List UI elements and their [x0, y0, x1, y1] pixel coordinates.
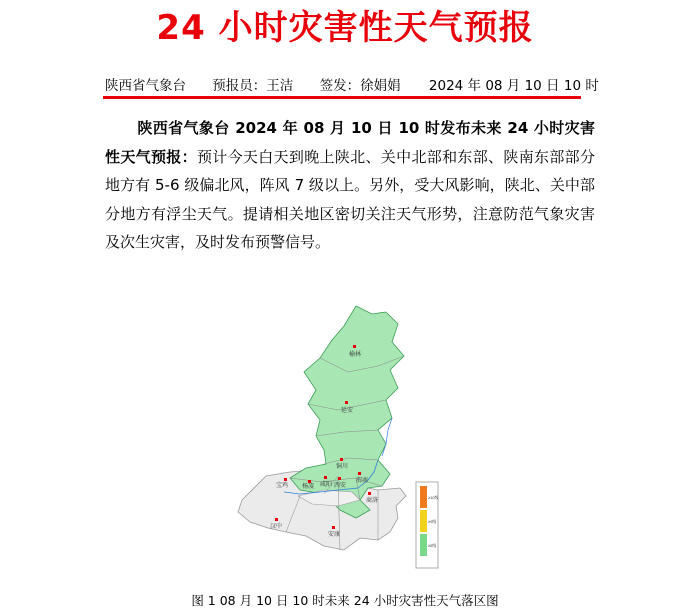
city-dot-yangling: [308, 480, 311, 483]
city-label-weinan: 渭南: [356, 478, 369, 484]
map-legend: [416, 482, 439, 568]
city-label-yulin: 榆林: [349, 352, 362, 358]
legend-label-5: ≥5级: [428, 543, 437, 548]
issue-datetime: 2024 年 08 月 10 日 10 时: [428, 78, 599, 94]
city-label-xianyang: 咸阳: [320, 482, 333, 488]
city-label-tongchuan: 铜川: [336, 464, 349, 470]
bulletin-text: 预计今天白天到晚上陕北、关中北部和东部、陕南东部部分地方有 5-6 级偏北风，阵风 7 级以上。另外，受大风影响，陕北、关中部分地方有浮尘天气。提请相关地区密切关注天气形势，注意防范气象灾害及次生灾害，及时发布预警信号。: [105, 147, 595, 251]
city-label-yangling: 杨凌: [302, 484, 315, 490]
legend-swatch-green: [420, 534, 427, 556]
agency-name: 陕西省气象台: [105, 78, 186, 94]
city-label-ankang: 安康: [328, 532, 341, 538]
city-dot-yulin: [353, 345, 356, 348]
bulletin-body: [105, 114, 595, 257]
forecaster-name: 预报员：王洁: [212, 78, 294, 94]
city-dot-ankang: [332, 526, 335, 529]
legend-label-10: ≥10级: [428, 495, 439, 500]
city-dot-xian: [338, 477, 341, 480]
city-dot-tongchuan: [340, 458, 343, 461]
bulletin-meta: [105, 76, 599, 96]
city-label-xian: 西安: [334, 483, 347, 489]
city-dot-baoji: [284, 478, 287, 481]
header-divider: [103, 96, 581, 99]
forecast-map: [228, 300, 478, 580]
signer-name: 签发：徐娟娟: [319, 78, 401, 94]
legend-swatch-yellow: [420, 510, 427, 532]
legend-swatch-orange: [420, 486, 427, 508]
figure-caption: 图 1 08 月 10 日 10 时未来 24 小时灾害性天气落区图: [191, 593, 499, 608]
city-label-yanan: 延安: [341, 408, 354, 414]
legend-label-9: ≥9级: [428, 519, 437, 524]
bulletin-lead: 陕西省气象台 2024 年 08 月 10 日 10 时发布未来 24 小时灾害性天气预报：: [105, 119, 595, 166]
city-dot-yanan: [345, 401, 348, 404]
city-dot-hanzhong: [275, 518, 278, 521]
city-dot-xianyang: [324, 476, 327, 479]
shaanxi-map-svg: [228, 300, 478, 580]
page-title: 24 小时灾害性天气预报: [156, 8, 534, 48]
city-label-hanzhong: 汉中: [270, 524, 283, 530]
city-label-baoji: 宝鸡: [276, 483, 289, 489]
city-label-shangluo: 商洛: [366, 498, 379, 504]
city-dot-weinan: [358, 472, 361, 475]
city-dot-shangluo: [368, 492, 371, 495]
